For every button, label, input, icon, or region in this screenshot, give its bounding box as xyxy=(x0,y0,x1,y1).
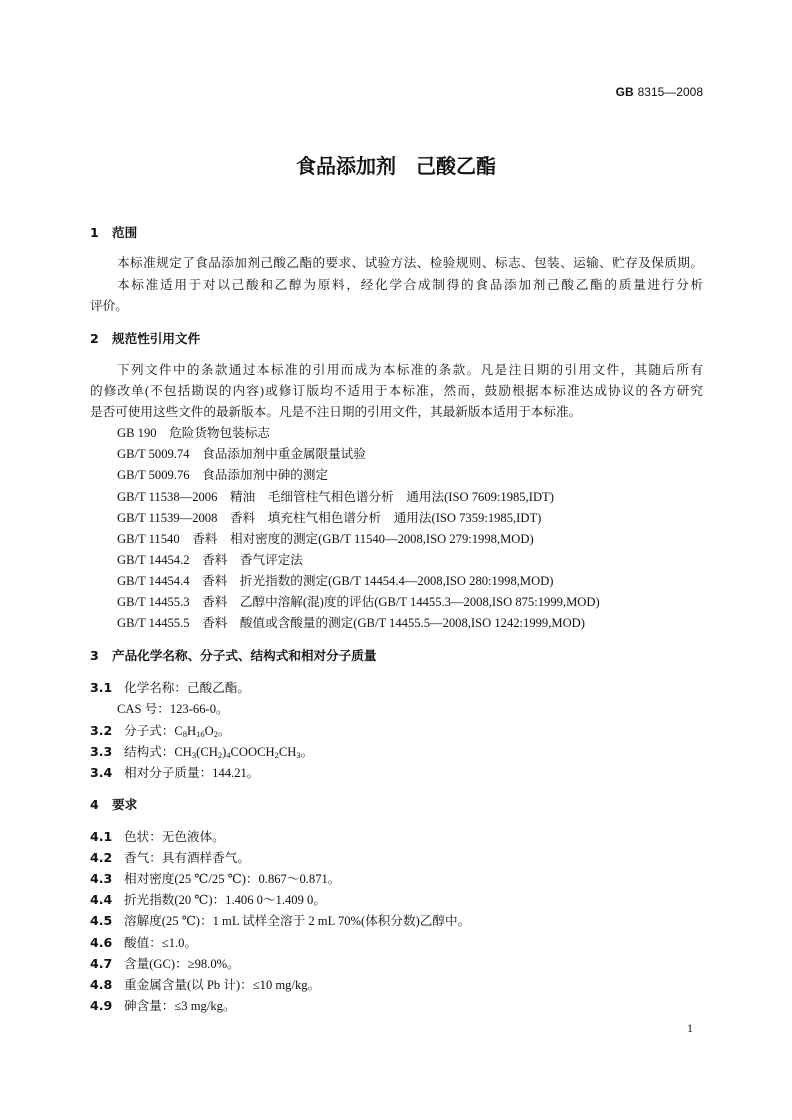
page-number: 1 xyxy=(687,1021,693,1035)
clause-number: 4.9 xyxy=(90,998,113,1014)
formula-element: CH xyxy=(278,744,297,759)
formula-subscript: 2 xyxy=(213,728,218,739)
standard-code-header xyxy=(616,84,703,100)
clause-number: 4.4 xyxy=(90,892,113,908)
standard-number: 8315—2008 xyxy=(637,85,703,99)
clause-text: 溶解度(25 ℃)：1 mL 试样全溶于 2 mL 70%(体积分数)乙醇中。 xyxy=(124,914,471,929)
clause-number: 3.4 xyxy=(90,764,113,780)
formula-element: (CH xyxy=(196,744,218,759)
paragraph-line: 是否可使用这些文件的最新版本。凡是不注日期的引用文件，其最新版本适用于本标准。 xyxy=(90,405,582,420)
section-title: 产品化学名称、分子式、结构式和相对分子质量 xyxy=(112,648,377,664)
clause-number: 4.7 xyxy=(90,955,113,971)
clause-4-7 xyxy=(90,953,703,974)
clause-number: 3.3 xyxy=(90,743,113,759)
clause-3-4 xyxy=(90,762,703,783)
standard-prefix: GB xyxy=(615,85,634,99)
clause-end: 。 xyxy=(300,744,314,759)
clause-number: 4.2 xyxy=(90,850,113,866)
section-title: 规范性引用文件 xyxy=(112,330,201,346)
cas-number-line: CAS 号：123-66-0。 xyxy=(117,701,229,716)
paragraph-line: 下列文件中的条款通过本标准的引用而成为本标准的条款。凡是注日期的引用文件，其随后所有 xyxy=(117,362,703,377)
clause-4-9 xyxy=(90,995,703,1016)
clause-number: 4.8 xyxy=(90,976,113,992)
reference-item: GB/T 11539—2008 香料 填充柱气相色谱分析 通用法(ISO 7359:1985,IDT) xyxy=(117,510,542,525)
formula-element: C xyxy=(174,723,183,738)
clause-3-1 xyxy=(90,677,703,698)
section-2-heading xyxy=(90,328,703,349)
section-1-heading xyxy=(90,222,703,243)
formula-subscript: 2 xyxy=(274,749,279,760)
reference-item: GB/T 14455.5 香料 酸值或含酸量的测定(GB/T 14455.5—2008,ISO 1242:1999,MOD) xyxy=(117,616,585,631)
reference-item: GB/T 11538—2006 精油 毛细管柱气相色谱分析 通用法(ISO 7609:1985,IDT) xyxy=(117,489,554,504)
clause-text: 折光指数(20 ℃)：1.406 0～1.409 0。 xyxy=(124,893,326,908)
clause-number: 4.5 xyxy=(90,913,113,929)
clause-3-3 xyxy=(90,741,703,762)
clause-text: 重金属含量(以 Pb 计)：≤10 mg/kg。 xyxy=(124,977,321,992)
clause-4-6 xyxy=(90,932,703,953)
clause-4-2 xyxy=(90,847,703,868)
molecular-formula xyxy=(174,724,218,738)
paragraph-line: 本标准规定了食品添加剂己酸乙酯的要求、试验方法、检验规则、标志、包装、运输、贮存及保质期。 xyxy=(117,256,703,271)
section-title: 范围 xyxy=(112,224,138,240)
document-title: 食品添加剂 己酸乙酯 xyxy=(296,154,496,178)
formula-element: H xyxy=(187,723,197,738)
clause-4-4 xyxy=(90,889,703,910)
formula-subscript: 16 xyxy=(196,728,205,739)
paragraph-line: 的修改单(不包括勘误的内容)或修订版均不适用于本标准，然而，鼓励根据本标准达成协议的各方研究 xyxy=(90,383,703,398)
section-3-heading xyxy=(90,645,703,666)
clause-text: 相对密度(25 ℃/25 ℃)：0.867～0.871。 xyxy=(124,872,341,887)
clause-number: 4.3 xyxy=(90,871,113,887)
clause-text: 酸值：≤1.0。 xyxy=(124,935,198,950)
section-title: 要求 xyxy=(112,796,138,812)
document-body xyxy=(90,222,703,1017)
clause-text: 含量(GC)：≥98.0%。 xyxy=(124,956,240,971)
clause-text: 砷含量：≤3 mg/kg。 xyxy=(124,999,236,1014)
section-number: 4 xyxy=(90,796,99,812)
formula-subscript: 2 xyxy=(217,749,223,760)
section-number: 3 xyxy=(90,648,99,664)
clause-label: 分子式： xyxy=(124,723,175,738)
section-number: 1 xyxy=(90,224,99,240)
clause-4-1 xyxy=(90,826,703,847)
clause-number: 4.6 xyxy=(90,934,113,950)
formula-element: COOCH xyxy=(230,744,275,759)
formula-element: O xyxy=(204,723,214,738)
reference-item: GB/T 14455.3 香料 乙醇中溶解(混)度的评估(GB/T 14455.3—2008,ISO 875:1999,MOD) xyxy=(117,595,600,610)
clause-number: 3.1 xyxy=(90,680,113,696)
clause-4-5 xyxy=(90,910,703,931)
paragraph-line: 评价。 xyxy=(90,298,128,313)
reference-item: GB/T 11540 香料 相对密度的测定(GB/T 11540—2008,ISO 279:1998,MOD) xyxy=(117,531,534,546)
reference-item: GB 190 危险货物包装标志 xyxy=(117,426,270,441)
clause-text: 化学名称：己酸乙酯。 xyxy=(124,681,250,696)
formula-element: ) xyxy=(222,744,227,759)
reference-item: GB/T 5009.74 食品添加剂中重金属限量试验 xyxy=(117,447,366,462)
reference-item: GB/T 14454.2 香料 香气评定法 xyxy=(117,553,303,567)
clause-label: 结构式： xyxy=(124,744,175,759)
structural-formula xyxy=(174,745,300,759)
formula-subscript: 8 xyxy=(182,728,188,739)
formula-subscript: 4 xyxy=(226,749,231,760)
section-4-heading xyxy=(90,794,703,815)
clause-text: 相对分子质量：144.21。 xyxy=(124,765,260,780)
reference-item: GB/T 5009.76 食品添加剂中砷的测定 xyxy=(117,468,329,483)
formula-subscript: 3 xyxy=(191,749,197,760)
clause-end: 。 xyxy=(218,723,231,738)
reference-item: GB/T 14454.4 香料 折光指数的测定(GB/T 14454.4—2008,ISO 280:1998,MOD) xyxy=(117,574,554,589)
clause-number: 4.1 xyxy=(90,828,113,844)
paragraph-line: 本标准适用于对以己酸和乙醇为原料，经化学合成制得的食品添加剂己酸乙酯的质量进行分析 xyxy=(117,277,703,292)
clause-text: 香气：具有酒样香气。 xyxy=(124,851,250,866)
clause-3-2 xyxy=(90,720,703,741)
clause-4-8 xyxy=(90,974,703,995)
formula-subscript: 3 xyxy=(296,749,301,760)
section-number: 2 xyxy=(90,330,99,346)
clause-text: 色状：无色液体。 xyxy=(124,829,225,844)
clause-number: 3.2 xyxy=(90,722,113,738)
formula-element: CH xyxy=(174,744,192,759)
clause-4-3 xyxy=(90,868,703,889)
